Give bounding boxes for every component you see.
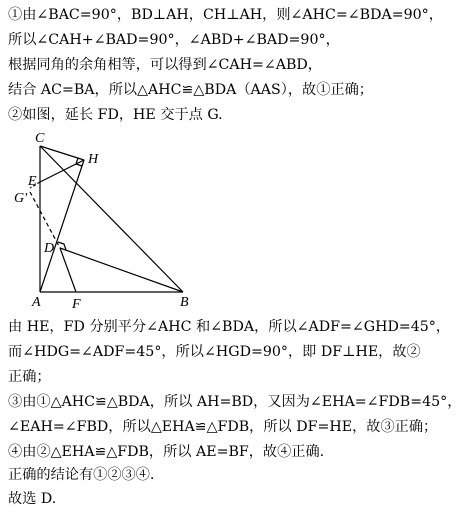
solution-line-1: ①由∠BAC=90°，BD⊥AH，CH⊥AH，则∠AHC=∠BDA=90°， (8, 7, 443, 23)
point-label-d: D (44, 241, 55, 256)
solution-line-2: 所以∠CAH+∠BAD=90°，∠ABD+∠BAD=90°， (8, 32, 340, 48)
solution-line-5: ②如图，延长 FD，HE 交于点 G. (8, 107, 223, 123)
segment-cb (40, 146, 183, 292)
solution-line-6: 由 HE，FD 分别平分∠AHC 和∠BDA，所以∠ADF=∠GHD=45°， (8, 319, 451, 335)
solution-line-11: ④由②△EHA≌△FDB，所以 AE=BF，故④正确. (8, 444, 325, 460)
solution-line-8: 正确； (8, 369, 51, 385)
segment-df (60, 248, 76, 292)
segment-bd (60, 248, 183, 292)
solution-line-7: 而∠HDG=∠ADF=45°，所以∠HGD=90°，即 DF⊥HE，故② (8, 344, 421, 360)
point-label-g: G' (14, 191, 28, 206)
segment-ah (40, 160, 84, 292)
solution-line-4: 结合 AC=BA，所以△AHC≌△BDA（AAS），故①正确； (8, 82, 373, 98)
point-label-c: C (35, 131, 45, 146)
solution-line-13: 故选 D. (8, 491, 57, 507)
point-label-a: A (32, 295, 41, 310)
segment-gd-dashed (30, 192, 60, 248)
solution-line-12: 正确的结论有①②③④. (8, 467, 155, 483)
point-label-h: H (88, 152, 99, 167)
point-label-b: B (180, 295, 189, 310)
solution-line-3: 根据同角的余角相等，可以得到∠CAH=∠ABD， (8, 57, 322, 73)
point-label-f: F (72, 297, 81, 312)
point-label-e: E (28, 174, 37, 189)
geometry-figure (8, 130, 198, 312)
solution-line-10: ∠EAH=∠FBD，所以△EHA≌△FDB，所以 DF=HE，故③正确； (8, 419, 438, 435)
solution-line-9: ③由①△AHC≌△BDA，所以 AH=BD，又因为∠EHA=∠FDB=45°， (8, 394, 462, 410)
